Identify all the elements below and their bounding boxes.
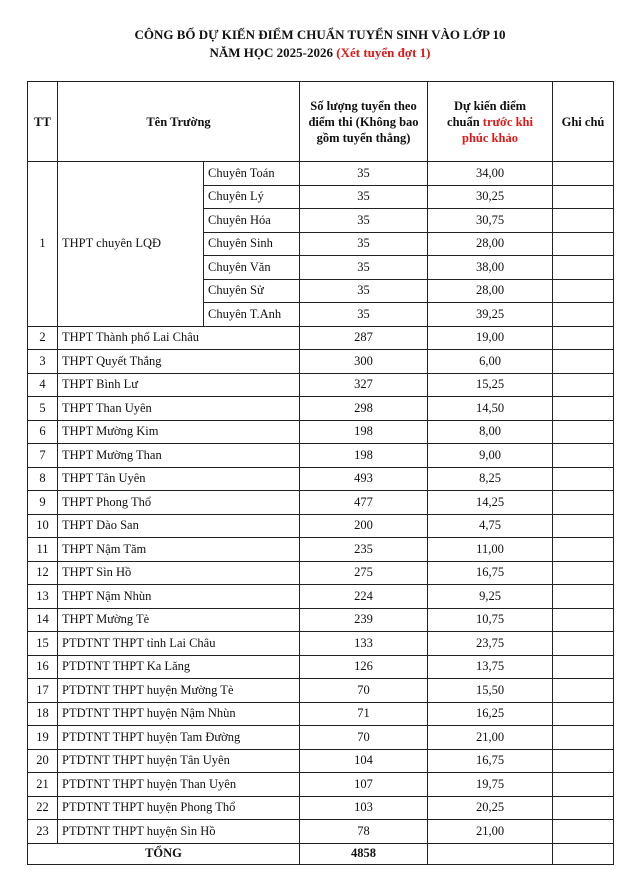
score-value: 15,50	[428, 679, 553, 703]
row-number: 21	[28, 773, 58, 797]
quota-value: 200	[300, 514, 428, 538]
quota-value: 35	[300, 162, 428, 186]
school-name: THPT Sìn Hồ	[58, 561, 300, 585]
quota-value: 239	[300, 608, 428, 632]
score-value: 6,00	[428, 350, 553, 374]
table-row	[28, 514, 614, 538]
specialized-class: Chuyên Sử	[204, 279, 300, 303]
specialized-class: Chuyên Hóa	[204, 209, 300, 233]
header-school: Tên Trường	[58, 82, 300, 162]
header-score-label: Dự kiến điểm chuẩn	[447, 98, 527, 129]
score-value: 14,25	[428, 491, 553, 515]
school-name: PTDTNT THPT huyện Tân Uyên	[58, 749, 300, 773]
school-name: THPT Phong Thổ	[58, 491, 300, 515]
row-number: 6	[28, 420, 58, 444]
school-name: PTDTNT THPT Ka Lăng	[58, 655, 300, 679]
score-value: 23,75	[428, 632, 553, 656]
note-cell	[553, 820, 614, 844]
quota-value: 103	[300, 796, 428, 820]
row-number: 2	[28, 326, 58, 350]
header-score-note: trước khi phúc khảo	[462, 114, 533, 145]
table-row	[28, 726, 614, 750]
quota-value: 35	[300, 279, 428, 303]
note-cell	[553, 491, 614, 515]
school-name: THPT Than Uyên	[58, 397, 300, 421]
school-name: PTDTNT THPT huyện Phong Thổ	[58, 796, 300, 820]
header-tt: TT	[28, 82, 58, 162]
table-row	[28, 162, 614, 186]
table-row	[28, 655, 614, 679]
note-cell	[553, 279, 614, 303]
row-number: 14	[28, 608, 58, 632]
quota-value: 35	[300, 209, 428, 233]
row-number: 1	[28, 162, 58, 327]
quota-value: 198	[300, 444, 428, 468]
note-cell	[553, 467, 614, 491]
table-row	[28, 350, 614, 374]
score-value: 16,75	[428, 749, 553, 773]
school-name: THPT Quyết Thắng	[58, 350, 300, 374]
quota-value: 35	[300, 232, 428, 256]
quota-value: 327	[300, 373, 428, 397]
note-cell	[553, 749, 614, 773]
note-cell	[553, 185, 614, 209]
quota-value: 275	[300, 561, 428, 585]
score-value: 30,25	[428, 185, 553, 209]
row-number: 5	[28, 397, 58, 421]
quota-value: 104	[300, 749, 428, 773]
table-row	[28, 326, 614, 350]
row-number: 12	[28, 561, 58, 585]
score-value: 28,00	[428, 232, 553, 256]
table-row	[28, 702, 614, 726]
specialized-class: Chuyên T.Anh	[204, 303, 300, 327]
quota-value: 70	[300, 726, 428, 750]
note-cell	[553, 561, 614, 585]
quota-value: 78	[300, 820, 428, 844]
table-row	[28, 796, 614, 820]
note-cell	[553, 420, 614, 444]
row-number: 17	[28, 679, 58, 703]
row-number: 7	[28, 444, 58, 468]
header-quota: Số lượng tuyển theo điểm thi (Không bao gồm tuyển thẳng)	[300, 82, 428, 162]
total-quota: 4858	[300, 843, 428, 864]
score-value: 8,25	[428, 467, 553, 491]
quota-value: 133	[300, 632, 428, 656]
note-cell	[553, 796, 614, 820]
subtitle-year: NĂM HỌC 2025-2026	[209, 45, 337, 60]
specialized-class: Chuyên Lý	[204, 185, 300, 209]
note-cell	[553, 608, 614, 632]
quota-value: 224	[300, 585, 428, 609]
school-name: THPT Dào San	[58, 514, 300, 538]
school-name: THPT Nậm Tăm	[58, 538, 300, 562]
note-cell	[553, 232, 614, 256]
score-value: 21,00	[428, 820, 553, 844]
school-name: THPT Mường Kim	[58, 420, 300, 444]
table-row	[28, 679, 614, 703]
note-cell	[553, 632, 614, 656]
row-number: 8	[28, 467, 58, 491]
table-row	[28, 820, 614, 844]
note-cell	[553, 373, 614, 397]
row-number: 18	[28, 702, 58, 726]
total-note-cell	[553, 843, 614, 864]
score-value: 39,25	[428, 303, 553, 327]
score-value: 10,75	[428, 608, 553, 632]
quota-value: 298	[300, 397, 428, 421]
score-value: 15,25	[428, 373, 553, 397]
school-name: PTDTNT THPT huyện Mường Tè	[58, 679, 300, 703]
table-body	[28, 162, 614, 865]
note-cell	[553, 326, 614, 350]
specialized-class: Chuyên Văn	[204, 256, 300, 280]
specialized-class: Chuyên Toán	[204, 162, 300, 186]
school-name: THPT Bình Lư	[58, 373, 300, 397]
school-name: PTDTNT THPT huyện Tam Đường	[58, 726, 300, 750]
score-value: 4,75	[428, 514, 553, 538]
quota-value: 287	[300, 326, 428, 350]
row-number: 16	[28, 655, 58, 679]
score-value: 20,25	[428, 796, 553, 820]
note-cell	[553, 303, 614, 327]
table-row	[28, 773, 614, 797]
score-value: 34,00	[428, 162, 553, 186]
note-cell	[553, 162, 614, 186]
score-value: 14,50	[428, 397, 553, 421]
table-row	[28, 420, 614, 444]
score-value: 28,00	[428, 279, 553, 303]
note-cell	[553, 773, 614, 797]
row-number: 23	[28, 820, 58, 844]
table-row	[28, 538, 614, 562]
note-cell	[553, 726, 614, 750]
school-name: THPT Tân Uyên	[58, 467, 300, 491]
school-name: PTDTNT THPT huyện Nậm Nhùn	[58, 702, 300, 726]
quota-value: 71	[300, 702, 428, 726]
school-name: PTDTNT THPT huyện Than Uyên	[58, 773, 300, 797]
table-row	[28, 585, 614, 609]
school-name: PTDTNT THPT tỉnh Lai Châu	[58, 632, 300, 656]
document-title: CÔNG BỐ DỰ KIẾN ĐIỂM CHUẨN TUYỂN SINH VÀO LỚP 10	[134, 27, 506, 42]
row-number: 11	[28, 538, 58, 562]
row-number: 13	[28, 585, 58, 609]
note-cell	[553, 655, 614, 679]
quota-value: 35	[300, 303, 428, 327]
quota-value: 300	[300, 350, 428, 374]
quota-value: 107	[300, 773, 428, 797]
quota-value: 198	[300, 420, 428, 444]
score-value: 11,00	[428, 538, 553, 562]
school-name: THPT chuyên LQĐ	[58, 162, 204, 327]
school-name: PTDTNT THPT huyện Sìn Hồ	[58, 820, 300, 844]
row-number: 3	[28, 350, 58, 374]
row-number: 10	[28, 514, 58, 538]
row-number: 9	[28, 491, 58, 515]
note-cell	[553, 679, 614, 703]
cutoff-score-table	[27, 81, 614, 865]
note-cell	[553, 256, 614, 280]
quota-value: 35	[300, 185, 428, 209]
table-row	[28, 491, 614, 515]
school-name: THPT Thành phố Lai Châu	[58, 326, 300, 350]
specialized-class: Chuyên Sinh	[204, 232, 300, 256]
school-name: THPT Mường Than	[58, 444, 300, 468]
table-row	[28, 444, 614, 468]
score-value: 8,00	[428, 420, 553, 444]
note-cell	[553, 397, 614, 421]
row-number: 19	[28, 726, 58, 750]
total-row	[28, 843, 614, 864]
table-row	[28, 608, 614, 632]
note-cell	[553, 538, 614, 562]
total-score-cell	[428, 843, 553, 864]
document-subtitle	[0, 45, 640, 60]
quota-value: 477	[300, 491, 428, 515]
table-row	[28, 467, 614, 491]
row-number: 4	[28, 373, 58, 397]
score-value: 16,75	[428, 561, 553, 585]
quota-value: 126	[300, 655, 428, 679]
subtitle-round: (Xét tuyển đợt 1)	[336, 45, 431, 60]
quota-value: 493	[300, 467, 428, 491]
score-value: 19,00	[428, 326, 553, 350]
table-row	[28, 749, 614, 773]
score-value: 13,75	[428, 655, 553, 679]
row-number: 20	[28, 749, 58, 773]
score-value: 9,00	[428, 444, 553, 468]
quota-value: 70	[300, 679, 428, 703]
score-value: 38,00	[428, 256, 553, 280]
school-name: THPT Nậm Nhùn	[58, 585, 300, 609]
note-cell	[553, 350, 614, 374]
score-value: 30,75	[428, 209, 553, 233]
header-note: Ghi chú	[553, 82, 614, 162]
note-cell	[553, 444, 614, 468]
row-number: 22	[28, 796, 58, 820]
note-cell	[553, 209, 614, 233]
table-row	[28, 373, 614, 397]
quota-value: 235	[300, 538, 428, 562]
note-cell	[553, 585, 614, 609]
total-label: TỔNG	[28, 843, 300, 864]
row-number: 15	[28, 632, 58, 656]
score-value: 16,25	[428, 702, 553, 726]
school-name: THPT Mường Tè	[58, 608, 300, 632]
table-row	[28, 632, 614, 656]
score-value: 9,25	[428, 585, 553, 609]
score-value: 19,75	[428, 773, 553, 797]
table-row	[28, 561, 614, 585]
note-cell	[553, 702, 614, 726]
header-score	[428, 82, 553, 162]
table-row	[28, 397, 614, 421]
score-value: 21,00	[428, 726, 553, 750]
note-cell	[553, 514, 614, 538]
quota-value: 35	[300, 256, 428, 280]
